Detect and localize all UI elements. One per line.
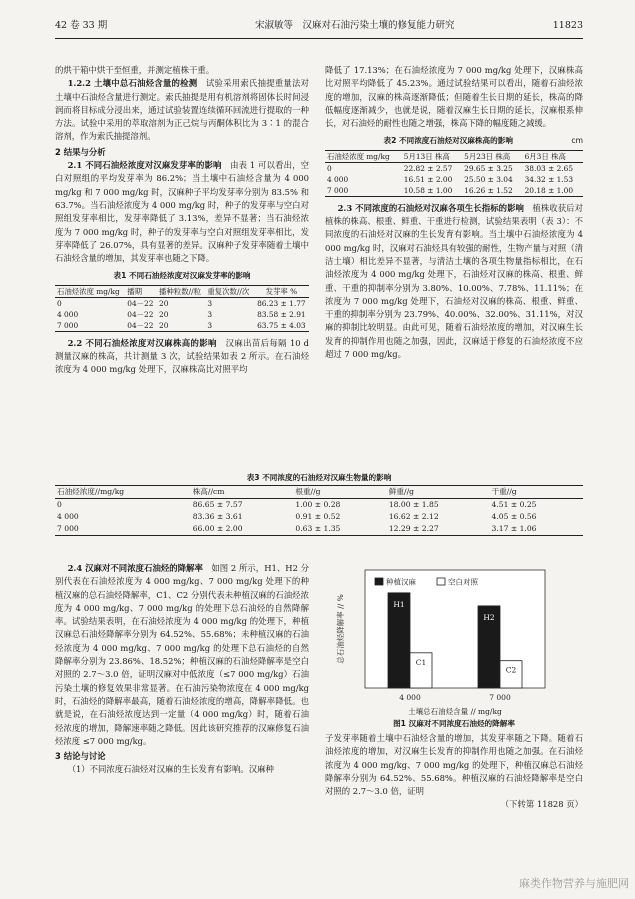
paragraph: 的烘干箱中烘干至恒重，并测定植株干重。 bbox=[55, 65, 215, 75]
table-header: 株高//cm bbox=[191, 486, 294, 499]
table-header: 播期 bbox=[125, 285, 157, 297]
table-row: 0 04－22 20 3 86.23 ± 1.77 bbox=[57, 298, 306, 308]
journal-volume: 42 卷 33 期 bbox=[55, 20, 108, 31]
table-row: 4 000 04－22 20 3 83.58 ± 2.91 bbox=[57, 309, 306, 319]
table-header: 石油烃浓度 mg/kg bbox=[55, 285, 125, 297]
table-header: 干重//g bbox=[490, 486, 584, 499]
table-row: 4 000 83.36 ± 3.61 0.91 ± 0.52 16.62 ± 2.12 4.05 ± 0.56 bbox=[57, 512, 537, 521]
legend-swatch bbox=[375, 578, 383, 585]
page-number: 11823 bbox=[552, 20, 583, 31]
left-column bbox=[55, 64, 309, 377]
table-header: 鲜重//g bbox=[387, 486, 490, 499]
legend-label: 空白对照 bbox=[448, 577, 478, 587]
table-row: 7 000 10.58 ± 1.00 16.26 ± 1.52 20.18 ± 1.00 bbox=[325, 185, 583, 197]
table-header: 重复次数//次 bbox=[205, 285, 253, 297]
bar-chart bbox=[325, 562, 583, 718]
table2-caption: 表2 不同浓度石油烃对汉麻株高的影响 cm bbox=[383, 136, 583, 146]
bar-label: H2 bbox=[483, 612, 495, 622]
table-row: 7 000 04－22 20 3 63.75 ± 4.03 bbox=[55, 320, 309, 332]
table-header: 5月13日 株高 bbox=[402, 150, 462, 162]
table-header: 发芽率 % bbox=[254, 285, 309, 297]
right-column-lower bbox=[325, 732, 583, 812]
figure-caption: 图1 汉麻对不同浓度石油烃的降解率 bbox=[393, 719, 515, 728]
paragraph: 子发芽率随着土壤中石油烃含量的增加，其发芽率随之下降。随着石油烃浓度的增加，对汉麻生长发育的抑制作用也随之加强。在石油烃浓度为 4 000 mg/kg、7 000 mg/kg 的处理下，种植汉麻总石油烃降解率分别为 64.52%、55.68%。种植汉麻的石油烃降解率是空白对照的 2.7～3.0 倍，证明 bbox=[325, 733, 583, 797]
bar-label: C2 bbox=[505, 665, 517, 675]
table-row: 0 22.82 ± 2.57 29.65 ± 3.25 38.03 ± 2.65 bbox=[327, 163, 574, 173]
table-row: 0 86.65 ± 7.57 1.00 ± 0.28 18.00 ± 1.85 4.51 ± 0.25 bbox=[57, 500, 537, 509]
header-title: 宋淑敏等 汉麻对石油污染土壤的修复能力研究 bbox=[255, 20, 455, 31]
table1-caption: 表1 不同石油烃浓度对汉麻发芽率的影响 bbox=[113, 271, 251, 281]
table-row: 7 000 66.00 ± 2.00 0.63 ± 1.35 12.29 ± 2.27 3.17 ± 1.06 bbox=[55, 523, 583, 536]
x-axis-label: 土壤总石油烃含量 // mg/kg bbox=[408, 707, 502, 716]
table2 bbox=[325, 150, 583, 197]
left-column-lower bbox=[55, 562, 309, 777]
section-heading-2: 2 结果与分析 bbox=[55, 146, 106, 157]
paragraph: 降低了 17.13%；在石油烃浓度为 7 000 mg/kg 处理下，汉麻株高比对照平均降低了 45.23%。通过试验结果可以看出，随着石油烃浓度的增加，汉麻的株高逐渐降低；但随着生长日期的延长，株高的降低幅度逐渐减少，也就是说，随着汉麻生长日期的延长，汉麻根系伸长，对石油烃的耐性也随之增强，株高下降的幅度随之减缓。 bbox=[325, 65, 583, 129]
bar-label: H1 bbox=[393, 599, 405, 609]
table1 bbox=[55, 285, 309, 332]
paragraph-2-4: 2.4 汉麻对不同浓度石油烃的降解率 如图 2 所示，H1、H2 分别代表在石油烃浓度为 4 000 mg/kg、7 000 mg/kg 处理下的种植汉麻的总石油烃降解率，C1、C2 分别代表未种植汉麻的石油烃浓度为 4 000 mg/kg、7 000 mg/kg 的处理下总石油烃的自然降解率。试验结果表明，在石油烃浓度为 4 000 mg/kg 的处理下，种植汉麻总石油烃降解率分别为 64.52%、55.68%；未种植汉麻的石油烃浓度为 4 000 mg/kg、7 000 mg/kg 的处理下总石油烃的自然降解率分别为 23.86%、18.52%；种植汉麻的石油烃降解率是空白对照的 2.7～3.0 倍，证明汉麻对中低浓度（≤7 000 mg/kg）石油污染土壤的修复效果非常显著。在石油污染物浓度在 4 000 mg/kg 时，石油烃的降解率最高，随着石油烃浓度的增高，降解率降低。也就是说，在石油烃浓度达到一定量（4 000 mg/kg）时，随着石油烃浓度的增加，降解速率随之降低。因此该研究推荐的汉麻修复石油烃浓度 ≤7 000 mg/kg。 bbox=[55, 563, 309, 746]
table-header: 根重//g bbox=[293, 486, 386, 499]
figure-block bbox=[325, 562, 583, 732]
table-header: 石油烃浓度 mg/kg bbox=[325, 150, 402, 162]
table-header: 5月23日 株高 bbox=[462, 150, 522, 162]
header-rule bbox=[55, 38, 583, 39]
right-column bbox=[325, 64, 583, 361]
section-heading-3: 3 结论与讨论 bbox=[55, 751, 106, 762]
bar-label: C1 bbox=[415, 657, 427, 667]
paragraph-3: （1）不同浓度石油烃对汉麻的生长发育有影响。汉麻种 bbox=[67, 764, 274, 775]
table-header: 石油烃浓度//mg/kg bbox=[55, 486, 191, 499]
x-tick-label: 7 000 bbox=[489, 693, 511, 702]
table-header: 6月3日 株高 bbox=[523, 150, 583, 162]
table-row: 4 000 16.51 ± 2.00 25.50 ± 3.04 34.32 ± 1.53 bbox=[327, 174, 574, 184]
paragraph-2-2: 2.2 不同石油烃浓度对汉麻株高的影响 汉麻出苗后每隔 10 d 测量汉麻的株高，共计测量 3 次，试验结果如表 2 所示。在石油烃浓度为 4 000 mg/kg 处理下，汉麻株高比对照平均 bbox=[55, 337, 310, 375]
paragraph-2-3: 2.3 不同浓度的石油烃对汉麻各项生长指标的影响 植株收获后对植株的株高、根重、鲜重、干重进行检测，试验结果表明（表 3）：不同浓度的石油烃对汉麻的生长发育有影响。当土壤中石油烃浓度为 4 000 mg/kg 时，汉麻对石油烃具有较强的耐性，生物产量与对照（清洁土壤）相比差异不显著，与清洁土壤的各项生物量指标相比，在石油烃浓度为 4 000 mg/kg 处理下，石油烃对汉麻的株高、根重、鲜重、干重的抑制率分别为 3.80%、10.00%、7.78%、11.11%；在浓度为 7 000 mg/kg 处理下，石油烃对汉麻的株高、根重、鲜重、干重的抑制率分别为 23.79%、40.00%、32.00%、31.11%，对汉麻的抑制比较明显。由此可见，随着石油烃浓度的增加，对汉麻生长发育的抑制作用也随之加强，因此，汉麻适于修复的石油烃浓度不应超过 7 000 mg/kg。 bbox=[325, 202, 584, 360]
table3-block bbox=[55, 468, 583, 536]
legend-swatch bbox=[437, 578, 445, 585]
watermark: 麻类作物营养与施肥网 bbox=[519, 877, 629, 890]
paragraph-1-2-2: 1.2.2 土壤中总石油烃含量的检测 试验采用索氏抽提重量法对土壤中石油烃含量进行测定。索氏抽提是用有机溶剂将固体长时间浸润而将目标成分浸出来，通过试验装置连续循环回流进行提取的一种方法。试验中采用的萃取溶剂为正己烷与丙酮体积比为 3∶1 的混合溶剂，作为索氏抽提溶剂。 bbox=[55, 78, 310, 142]
y-axis-label: 总石油烃降解率 // % bbox=[336, 594, 345, 664]
continued-note: （下转第 11828 页） bbox=[500, 799, 583, 810]
running-header bbox=[55, 18, 583, 34]
table3-caption: 表3 不同浓度的石油烃对汉麻生物量的影响 bbox=[246, 473, 392, 482]
table-header: 播种粒数//粒 bbox=[157, 285, 205, 297]
paragraph-2-1: 2.1 不同石油烃浓度对汉麻发芽率的影响 由表 1 可以看出，空白对照组的平均发芽率为 86.2%；当土壤中石油烃含量为 4 000 mg/kg 和 7 000 mg/kg 时，汉麻种子平均发芽率分别为 83.5% 和 63.7%。当石油烃浓度为 4 000 mg/kg 时，种子的发芽率与空白对照组发芽率相比，发芽率降低了 3.13%，差异不显著；当石油烃浓度为 7 000 mg/kg 时，种子的发芽率与空白对照组发芽率相比，发芽率降低了 26.07%，具有显著的差异。汉麻种子发芽率随着土壤中石油烃含量的增加，其发芽率也随之下降。 bbox=[55, 160, 310, 264]
legend-label: 种植汉麻 bbox=[386, 577, 416, 587]
x-tick-label: 4 000 bbox=[399, 693, 421, 702]
table3 bbox=[55, 485, 583, 536]
